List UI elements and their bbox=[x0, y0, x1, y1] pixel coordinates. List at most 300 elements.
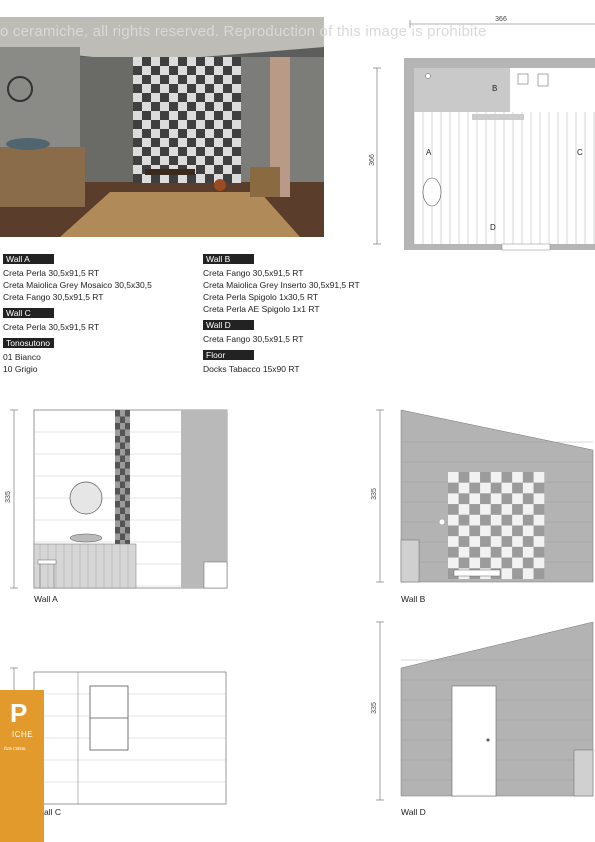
mosaic-tile bbox=[120, 423, 125, 430]
photo-tile bbox=[142, 111, 151, 120]
wall-b-elevation bbox=[360, 402, 595, 614]
checker-tile bbox=[459, 483, 470, 494]
photo-tile bbox=[214, 129, 223, 138]
checker-tile bbox=[512, 493, 523, 504]
photo-tile bbox=[187, 138, 196, 147]
photo-tile bbox=[169, 66, 178, 75]
spec-line: Creta Fango 30,5x91,5 RT bbox=[3, 292, 104, 302]
checker-tile bbox=[534, 483, 545, 494]
photo-tile bbox=[214, 84, 223, 93]
wall-d-elevation bbox=[360, 620, 595, 805]
spec-line: Creta Fango 30,5x91,5 RT bbox=[203, 334, 304, 344]
logo-letter: P bbox=[10, 698, 28, 728]
plan-label-c: C bbox=[577, 148, 583, 157]
mosaic-tile bbox=[120, 462, 125, 469]
photo-tile bbox=[142, 174, 151, 183]
photo-tile bbox=[151, 84, 160, 93]
photo-tile bbox=[142, 84, 151, 93]
photo-tile bbox=[196, 66, 205, 75]
photo-tile bbox=[214, 165, 223, 174]
checker-tile bbox=[534, 558, 545, 569]
photo-tile bbox=[214, 156, 223, 165]
photo-tile bbox=[178, 66, 187, 75]
plan-label-d: D bbox=[490, 223, 496, 232]
mosaic-tile bbox=[125, 514, 130, 521]
photo-tile bbox=[151, 174, 160, 183]
checker-tile bbox=[459, 472, 470, 483]
checker-tile bbox=[502, 493, 513, 504]
mosaic-tile bbox=[120, 508, 125, 515]
photo-tile bbox=[133, 120, 142, 129]
wall-d-height: 335 bbox=[371, 702, 378, 714]
photo-tile bbox=[133, 102, 142, 111]
photo-tile bbox=[160, 129, 169, 138]
photo-tile bbox=[151, 93, 160, 102]
photo-tile bbox=[205, 174, 214, 183]
photo-tile bbox=[232, 138, 241, 147]
photo-tile bbox=[205, 75, 214, 84]
checker-tile bbox=[534, 568, 545, 579]
photo-tile bbox=[214, 120, 223, 129]
checker-tile bbox=[512, 568, 523, 579]
wall-c-label: all C bbox=[44, 807, 62, 817]
photo-tile bbox=[151, 120, 160, 129]
checker-tile bbox=[469, 526, 480, 537]
photo-tile bbox=[187, 129, 196, 138]
photo-tile bbox=[214, 111, 223, 120]
photo-tile bbox=[169, 84, 178, 93]
checker-tile bbox=[502, 558, 513, 569]
checker-tile bbox=[469, 504, 480, 515]
photo-tile bbox=[205, 156, 214, 165]
photo-tile bbox=[142, 156, 151, 165]
watermark-text: o ceramiche, all rights reserved. Reproduction of this image is prohibite bbox=[0, 23, 487, 40]
tonosutono-tag: Tonosutono bbox=[3, 338, 54, 348]
checker-tile bbox=[491, 547, 502, 558]
photo-tile bbox=[205, 66, 214, 75]
photo-tile bbox=[178, 138, 187, 147]
checker-tile bbox=[491, 515, 502, 526]
photo-tile bbox=[214, 93, 223, 102]
checker-tile bbox=[448, 558, 459, 569]
photo-tile bbox=[232, 120, 241, 129]
photo-tile bbox=[232, 129, 241, 138]
checker-tile bbox=[491, 504, 502, 515]
photo-tile bbox=[223, 84, 232, 93]
photo-tile bbox=[205, 165, 214, 174]
photo-tile bbox=[196, 174, 205, 183]
checker-tile bbox=[448, 493, 459, 504]
photo-tile bbox=[142, 66, 151, 75]
photo-tile bbox=[187, 66, 196, 75]
photo-tile bbox=[178, 120, 187, 129]
photo-tile bbox=[133, 111, 142, 120]
photo-tile bbox=[214, 147, 223, 156]
mosaic-tile bbox=[115, 482, 120, 489]
mosaic-tile bbox=[115, 410, 120, 417]
checker-tile bbox=[448, 515, 459, 526]
photo-tile bbox=[232, 174, 241, 183]
mosaic-tile bbox=[120, 449, 125, 456]
mosaic-tile bbox=[115, 417, 120, 424]
checker-tile bbox=[491, 483, 502, 494]
photo-tile bbox=[232, 111, 241, 120]
photo-tile bbox=[151, 57, 160, 66]
checker-tile bbox=[459, 526, 470, 537]
checker-tile bbox=[502, 547, 513, 558]
photo-tile bbox=[133, 156, 142, 165]
photo-tile bbox=[178, 57, 187, 66]
mosaic-tile bbox=[125, 508, 130, 515]
mosaic-tile bbox=[125, 527, 130, 534]
checker-tile bbox=[459, 515, 470, 526]
checker-tile bbox=[480, 526, 491, 537]
checker-tile bbox=[534, 536, 545, 547]
mosaic-tile bbox=[115, 423, 120, 430]
wall-d-label: Wall D bbox=[401, 807, 426, 817]
spec-line: Creta Perla AE Spigolo 1x1 RT bbox=[203, 304, 320, 314]
checker-tile bbox=[534, 472, 545, 483]
mosaic-tile bbox=[115, 456, 120, 463]
photo-tile bbox=[133, 138, 142, 147]
spec-column-left bbox=[3, 249, 152, 375]
photo-tile bbox=[187, 156, 196, 165]
mosaic-tile bbox=[115, 534, 120, 541]
photo-tile bbox=[133, 165, 142, 174]
photo-tile bbox=[214, 57, 223, 66]
wall-d-tag: Wall D bbox=[203, 320, 254, 330]
photo-tile bbox=[214, 66, 223, 75]
checker-tile bbox=[523, 536, 534, 547]
photo-tile bbox=[160, 66, 169, 75]
photo-tile bbox=[187, 174, 196, 183]
checker-tile bbox=[459, 536, 470, 547]
photo-tile bbox=[205, 84, 214, 93]
photo-tile bbox=[142, 102, 151, 111]
photo-tile bbox=[169, 147, 178, 156]
spec-line: 01 Bianco bbox=[3, 352, 41, 362]
photo-tile bbox=[142, 57, 151, 66]
wall-b-label: Wall B bbox=[401, 594, 426, 604]
photo-tile bbox=[169, 156, 178, 165]
checker-tile bbox=[469, 536, 480, 547]
photo-tile bbox=[151, 66, 160, 75]
photo-tile bbox=[205, 129, 214, 138]
photo-tile bbox=[151, 102, 160, 111]
photo-tile bbox=[142, 120, 151, 129]
photo-tile bbox=[223, 66, 232, 75]
mosaic-tile bbox=[120, 436, 125, 443]
photo-tile bbox=[187, 57, 196, 66]
checker-tile bbox=[512, 472, 523, 483]
checker-tile bbox=[459, 504, 470, 515]
checker-tile bbox=[480, 558, 491, 569]
photo-tile bbox=[223, 111, 232, 120]
mosaic-tile bbox=[120, 514, 125, 521]
checker-tile bbox=[469, 547, 480, 558]
photo-tile bbox=[133, 75, 142, 84]
wall-c-tag: Wall C bbox=[3, 308, 54, 318]
checker-tile bbox=[480, 547, 491, 558]
checker-tile bbox=[512, 515, 523, 526]
photo-tile bbox=[169, 138, 178, 147]
mosaic-tile bbox=[120, 482, 125, 489]
photo-tile bbox=[160, 156, 169, 165]
mosaic-tile bbox=[120, 417, 125, 424]
checker-tile bbox=[502, 515, 513, 526]
mosaic-tile bbox=[125, 469, 130, 476]
mosaic-tile bbox=[125, 488, 130, 495]
photo-tile bbox=[169, 111, 178, 120]
photo-tile bbox=[187, 147, 196, 156]
spec-line: Docks Tabacco 15x90 RT bbox=[203, 364, 300, 374]
photo-tile bbox=[205, 111, 214, 120]
photo-tile bbox=[160, 102, 169, 111]
mosaic-tile bbox=[125, 534, 130, 541]
checker-tile bbox=[469, 472, 480, 483]
photo-tile bbox=[196, 84, 205, 93]
photo-tile bbox=[133, 93, 142, 102]
photo-tile bbox=[196, 93, 205, 102]
spec-line: Creta Maiolica Grey Inserto 30,5x91,5 RT bbox=[203, 280, 360, 290]
mosaic-tile bbox=[120, 456, 125, 463]
wall-a-elevation bbox=[0, 402, 240, 614]
checker-tile bbox=[512, 526, 523, 537]
photo-tile bbox=[205, 120, 214, 129]
photo-tile bbox=[187, 84, 196, 93]
photo-tile bbox=[151, 156, 160, 165]
plan-label-a: A bbox=[426, 148, 432, 157]
checker-tile bbox=[459, 547, 470, 558]
checker-tile bbox=[491, 472, 502, 483]
photo-tile bbox=[133, 57, 142, 66]
mosaic-tile bbox=[115, 443, 120, 450]
photo-tile bbox=[160, 138, 169, 147]
photo-tile bbox=[169, 102, 178, 111]
photo-tile bbox=[187, 120, 196, 129]
wall-a-height: 335 bbox=[5, 491, 12, 503]
photo-tile bbox=[160, 93, 169, 102]
mosaic-tile bbox=[125, 423, 130, 430]
photo-tile bbox=[133, 129, 142, 138]
spec-column-right bbox=[203, 249, 360, 375]
checker-tile bbox=[512, 547, 523, 558]
photo-tile bbox=[196, 156, 205, 165]
mosaic-tile bbox=[125, 462, 130, 469]
photo-tile bbox=[223, 57, 232, 66]
photo-tile bbox=[223, 120, 232, 129]
mosaic-tile bbox=[125, 436, 130, 443]
checker-tile bbox=[480, 536, 491, 547]
photo-tile bbox=[232, 165, 241, 174]
mosaic-tile bbox=[115, 469, 120, 476]
mosaic-tile bbox=[125, 501, 130, 508]
photo-tile bbox=[223, 75, 232, 84]
checker-tile bbox=[523, 493, 534, 504]
mosaic-tile bbox=[120, 501, 125, 508]
photo-tile bbox=[223, 156, 232, 165]
checker-tile bbox=[523, 568, 534, 579]
photo-tile bbox=[223, 93, 232, 102]
plan-label-b: B bbox=[492, 84, 498, 93]
checker-tile bbox=[502, 504, 513, 515]
mosaic-tile bbox=[120, 521, 125, 528]
checker-tile bbox=[480, 472, 491, 483]
photo-tile bbox=[169, 174, 178, 183]
photo-tile bbox=[196, 165, 205, 174]
photo-tile bbox=[169, 93, 178, 102]
photo-tile bbox=[232, 156, 241, 165]
photo-tile bbox=[178, 129, 187, 138]
checker-tile bbox=[491, 526, 502, 537]
floor-plan bbox=[370, 12, 595, 252]
checker-tile bbox=[512, 483, 523, 494]
photo-tile bbox=[214, 138, 223, 147]
plan-width-label: 366 bbox=[495, 16, 507, 23]
mosaic-tile bbox=[125, 475, 130, 482]
checker-tile bbox=[502, 483, 513, 494]
photo-tile bbox=[160, 84, 169, 93]
checker-tile bbox=[523, 472, 534, 483]
logo-tagline: tua casa. bbox=[4, 746, 27, 752]
mosaic-tile bbox=[115, 495, 120, 502]
photo-tile bbox=[133, 84, 142, 93]
checker-tile bbox=[480, 483, 491, 494]
checker-tile bbox=[491, 558, 502, 569]
photo-tile bbox=[160, 111, 169, 120]
photo-tile bbox=[142, 75, 151, 84]
brand-logo bbox=[0, 690, 44, 842]
checker-tile bbox=[502, 472, 513, 483]
mosaic-tile bbox=[120, 527, 125, 534]
mosaic-tile bbox=[115, 449, 120, 456]
mosaic-tile bbox=[115, 475, 120, 482]
checker-tile bbox=[502, 526, 513, 537]
checker-tile bbox=[469, 483, 480, 494]
photo-tile bbox=[232, 147, 241, 156]
plan-height-label: 366 bbox=[369, 154, 376, 166]
mosaic-tile bbox=[120, 469, 125, 476]
photo-tile bbox=[232, 93, 241, 102]
spec-line: Creta Fango 30,5x91,5 RT bbox=[203, 268, 304, 278]
mosaic-tile bbox=[115, 436, 120, 443]
photo-tile bbox=[151, 129, 160, 138]
photo-tile bbox=[151, 111, 160, 120]
mosaic-tile bbox=[115, 488, 120, 495]
spec-line: 10 Grigio bbox=[3, 364, 38, 374]
spec-line: Creta Perla 30,5x91,5 RT bbox=[3, 268, 100, 278]
photo-tile bbox=[178, 156, 187, 165]
photo-tile bbox=[223, 129, 232, 138]
bathroom-photo bbox=[0, 17, 324, 237]
photo-tile bbox=[232, 57, 241, 66]
checker-tile bbox=[534, 504, 545, 515]
mosaic-tile bbox=[125, 410, 130, 417]
mosaic-tile bbox=[120, 475, 125, 482]
checker-tile bbox=[448, 536, 459, 547]
checker-tile bbox=[523, 515, 534, 526]
checker-tile bbox=[523, 504, 534, 515]
mosaic-tile bbox=[125, 449, 130, 456]
logo-text: ICHE bbox=[12, 730, 34, 739]
checker-tile bbox=[480, 504, 491, 515]
mosaic-tile bbox=[115, 527, 120, 534]
photo-tile bbox=[187, 75, 196, 84]
mosaic-tile bbox=[125, 495, 130, 502]
checker-tile bbox=[459, 493, 470, 504]
checker-tile bbox=[491, 536, 502, 547]
checker-tile bbox=[523, 483, 534, 494]
spec-line: Creta Perla Spigolo 1x30,5 RT bbox=[203, 292, 319, 302]
mosaic-tile bbox=[125, 521, 130, 528]
wall-a-tag: Wall A bbox=[3, 254, 54, 264]
mosaic-tile bbox=[125, 430, 130, 437]
photo-tile bbox=[178, 84, 187, 93]
photo-tile bbox=[178, 147, 187, 156]
checker-tile bbox=[480, 515, 491, 526]
mosaic-tile bbox=[125, 482, 130, 489]
photo-tile bbox=[169, 120, 178, 129]
photo-tile bbox=[223, 147, 232, 156]
checker-tile bbox=[502, 568, 513, 579]
photo-tile bbox=[169, 57, 178, 66]
mosaic-tile bbox=[120, 495, 125, 502]
mosaic-tile bbox=[125, 456, 130, 463]
checker-tile bbox=[534, 547, 545, 558]
checker-tile bbox=[523, 558, 534, 569]
mosaic-tile bbox=[115, 514, 120, 521]
mosaic-tile bbox=[115, 501, 120, 508]
photo-tile bbox=[187, 102, 196, 111]
checker-tile bbox=[534, 515, 545, 526]
photo-tile bbox=[196, 147, 205, 156]
checker-tile bbox=[534, 493, 545, 504]
photo-tile bbox=[232, 84, 241, 93]
photo-tile bbox=[232, 75, 241, 84]
wall-b-height: 335 bbox=[371, 488, 378, 500]
floor-tag: Floor bbox=[203, 350, 254, 360]
photo-tile bbox=[151, 75, 160, 84]
photo-tile bbox=[187, 111, 196, 120]
photo-tile bbox=[232, 66, 241, 75]
mosaic-tile bbox=[120, 488, 125, 495]
photo-tile bbox=[178, 75, 187, 84]
mosaic-tile bbox=[115, 462, 120, 469]
checker-tile bbox=[523, 547, 534, 558]
photo-tile bbox=[142, 129, 151, 138]
spec-line: Creta Perla 30,5x91,5 RT bbox=[3, 322, 100, 332]
photo-tile bbox=[223, 165, 232, 174]
wall-a-label: Wall A bbox=[34, 594, 58, 604]
mosaic-tile bbox=[115, 430, 120, 437]
mosaic-tile bbox=[125, 443, 130, 450]
mosaic-tile bbox=[120, 443, 125, 450]
checker-tile bbox=[448, 547, 459, 558]
checker-tile bbox=[448, 504, 459, 515]
photo-tile bbox=[169, 129, 178, 138]
photo-tile bbox=[178, 93, 187, 102]
photo-tile bbox=[214, 75, 223, 84]
checker-tile bbox=[448, 483, 459, 494]
checker-tile bbox=[480, 493, 491, 504]
wall-b-tag: Wall B bbox=[203, 254, 254, 264]
photo-tile bbox=[178, 111, 187, 120]
photo-tile bbox=[214, 102, 223, 111]
checker-tile bbox=[448, 526, 459, 537]
photo-tile bbox=[160, 57, 169, 66]
photo-tile bbox=[133, 174, 142, 183]
photo-tile bbox=[160, 147, 169, 156]
